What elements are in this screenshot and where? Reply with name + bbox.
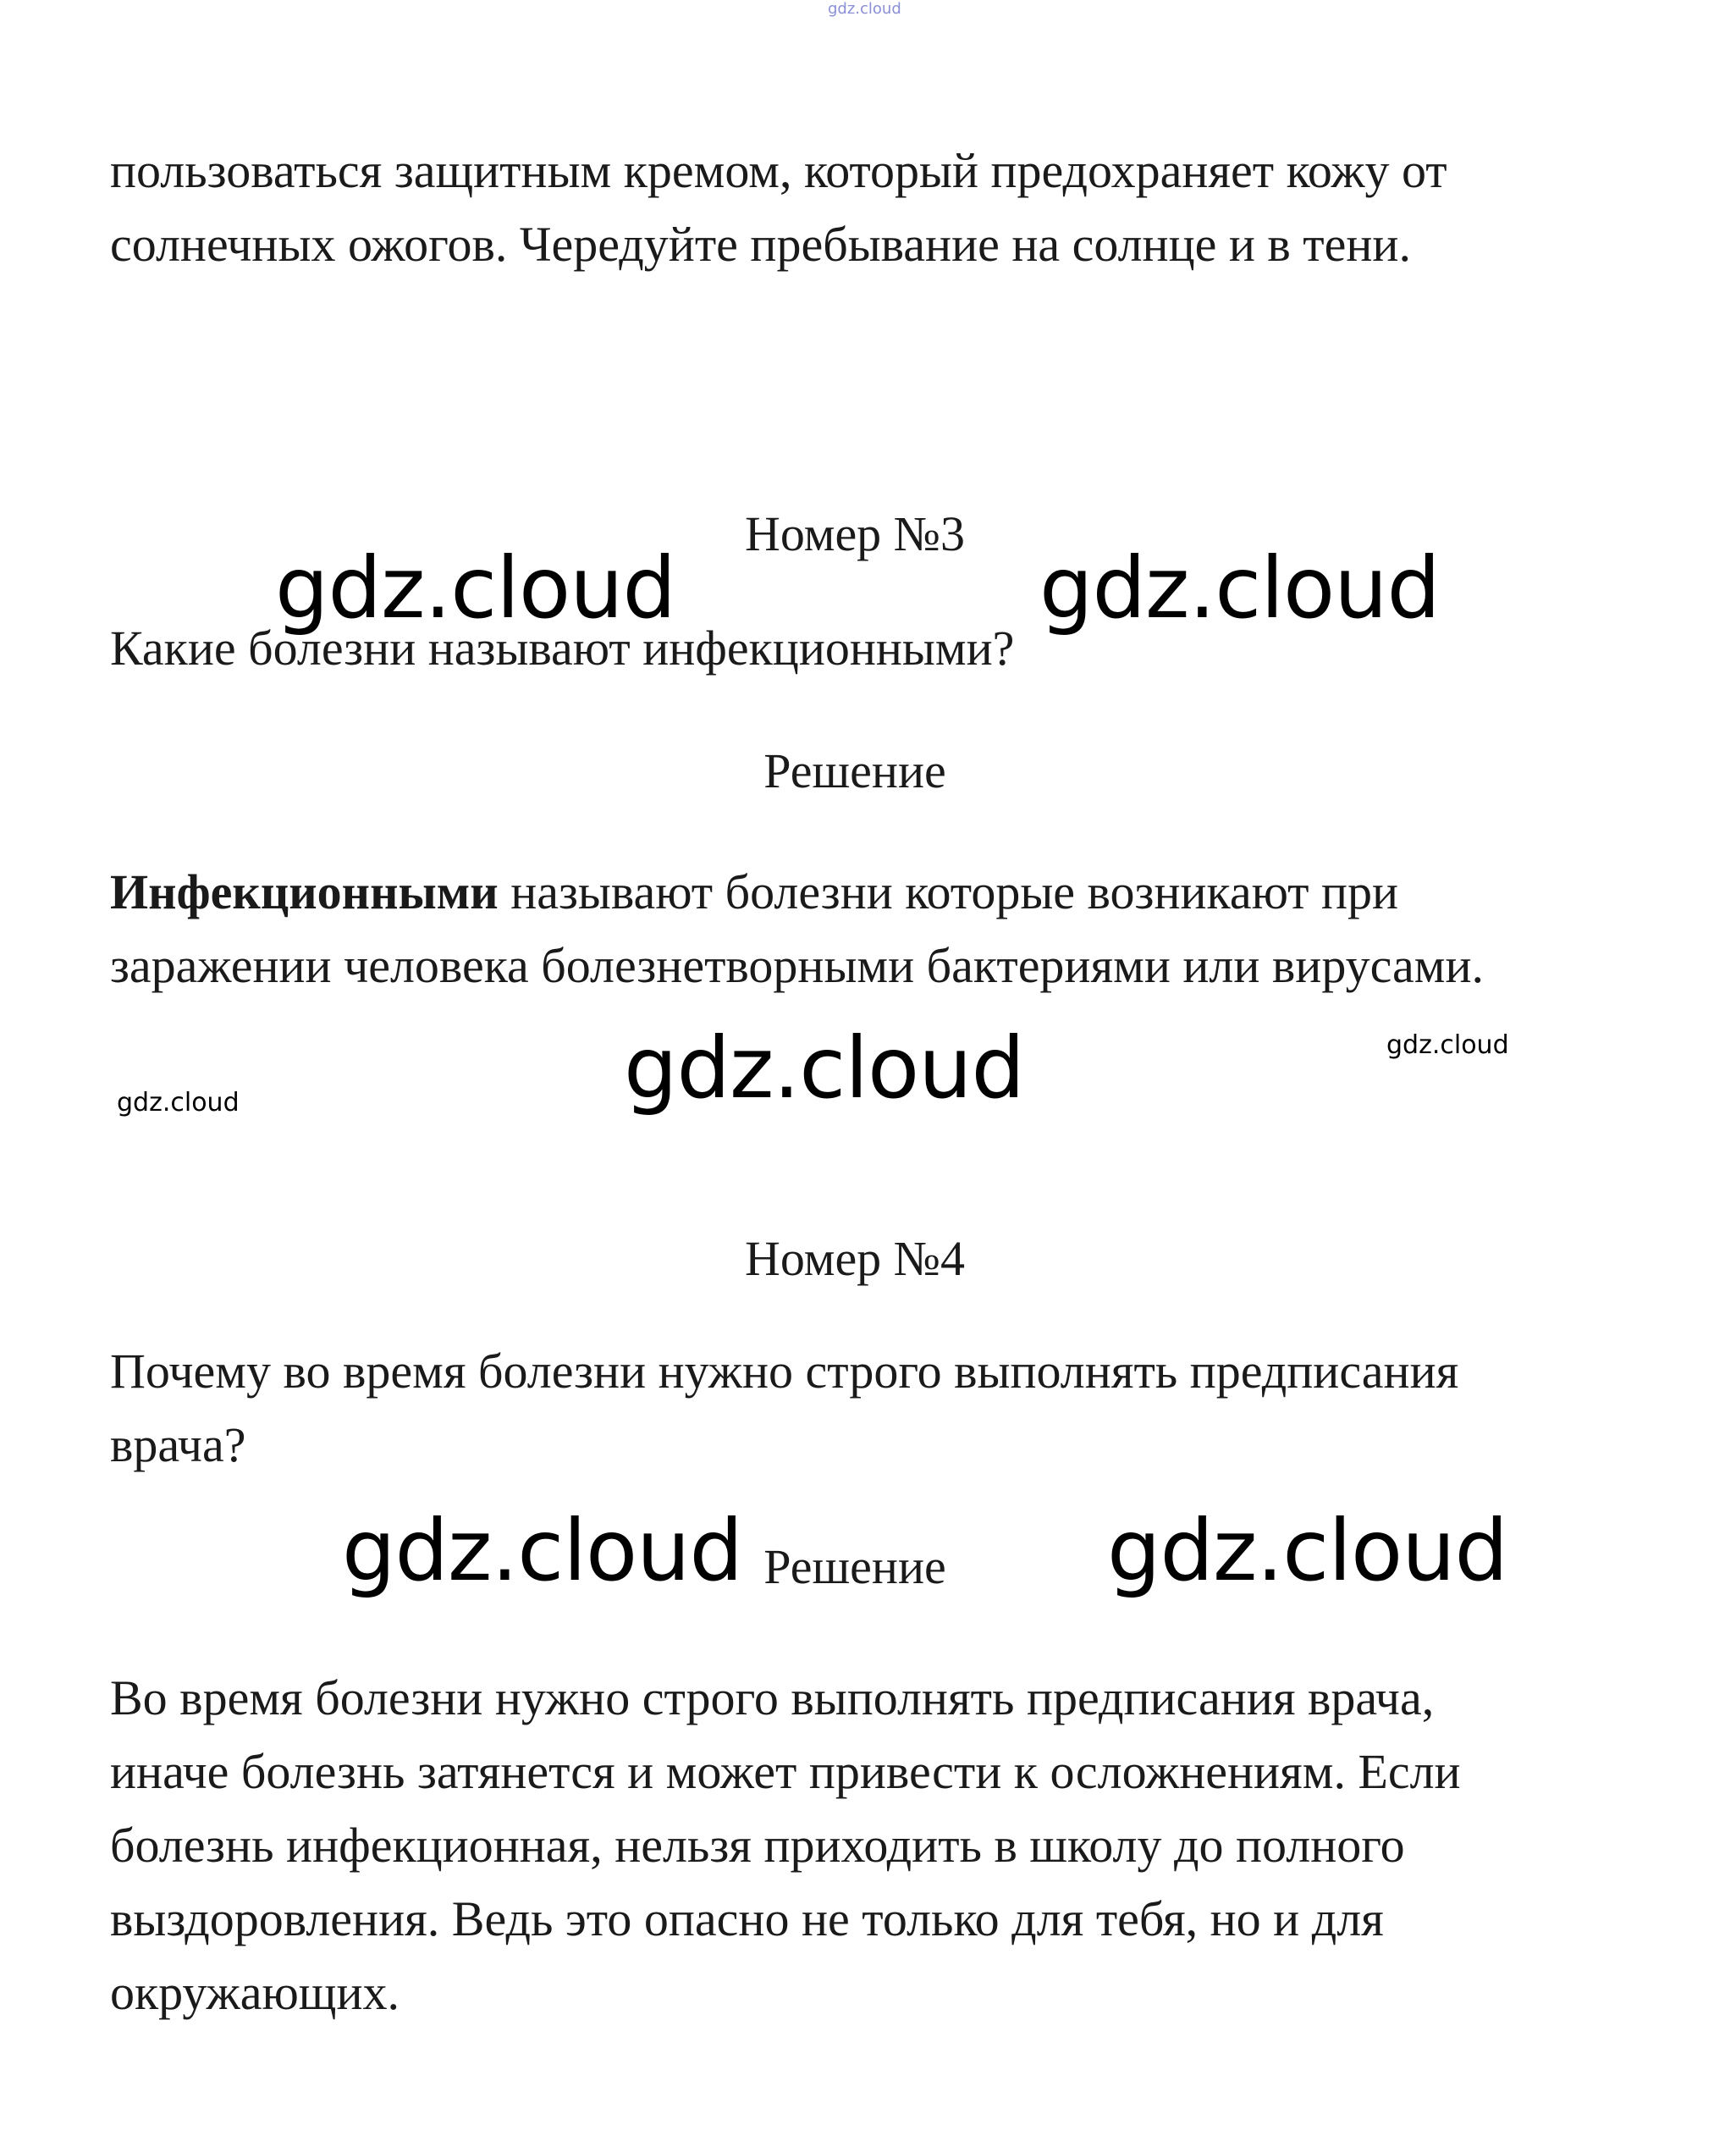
task4-answer-line-1: Во время болезни нужно строго выполнять предписания врача, (110, 1670, 1435, 1725)
task4-question-line-1: Почему во время болезни нужно строго выполнять предписания (110, 1344, 1459, 1399)
task4-answer-line-2: иначе болезнь затянется и может привести к осложнениям. Если (110, 1744, 1461, 1799)
watermark-small-1: gdz.cloud (1386, 1030, 1509, 1060)
task4-answer (110, 1661, 1625, 2029)
task3-question: Какие болезни называют инфекционными? (110, 621, 1015, 676)
task4-answer-line-5: окружающих. (110, 1965, 400, 2020)
watermark-small-2: gdz.cloud (117, 1088, 240, 1118)
watermark-4: gdz.cloud (342, 1501, 743, 1600)
watermark-5: gdz.cloud (1107, 1501, 1508, 1600)
task3-answer-term: Инфекционными (110, 864, 499, 919)
task4-question-line-2: врача? (110, 1417, 246, 1472)
watermark-3: gdz.cloud (624, 1018, 1025, 1118)
watermark-top: gdz.cloud (828, 0, 901, 18)
task4-question (110, 1334, 1625, 1482)
task3-solution-label: Решение (763, 743, 946, 798)
task3-number: Номер №3 (744, 506, 966, 561)
intro-line-1: пользоваться защитным кремом, который предохраняет кожу от (110, 143, 1447, 198)
intro-line-2: солнечных ожогов. Чередуйте пребывание на солнце и в тени. (110, 217, 1411, 272)
task3-answer (110, 855, 1625, 1002)
watermark-1: gdz.cloud (275, 538, 676, 637)
task4-number: Номер №4 (744, 1231, 966, 1286)
task4-solution-label: Решение (763, 1539, 946, 1594)
task3-answer-line-2: заражении человека болезнетворными бактериями или вирусами. (110, 938, 1485, 993)
task3-answer-line-1: называют болезни которые возникают при (498, 864, 1399, 919)
task4-answer-line-3: болезнь инфекционная, нельзя приходить в школу до полного (110, 1818, 1405, 1873)
intro-paragraph (110, 134, 1625, 281)
task4-answer-line-4: выздоровления. Ведь это опасно не только для тебя, но и для (110, 1891, 1384, 1946)
watermark-2: gdz.cloud (1039, 538, 1441, 637)
